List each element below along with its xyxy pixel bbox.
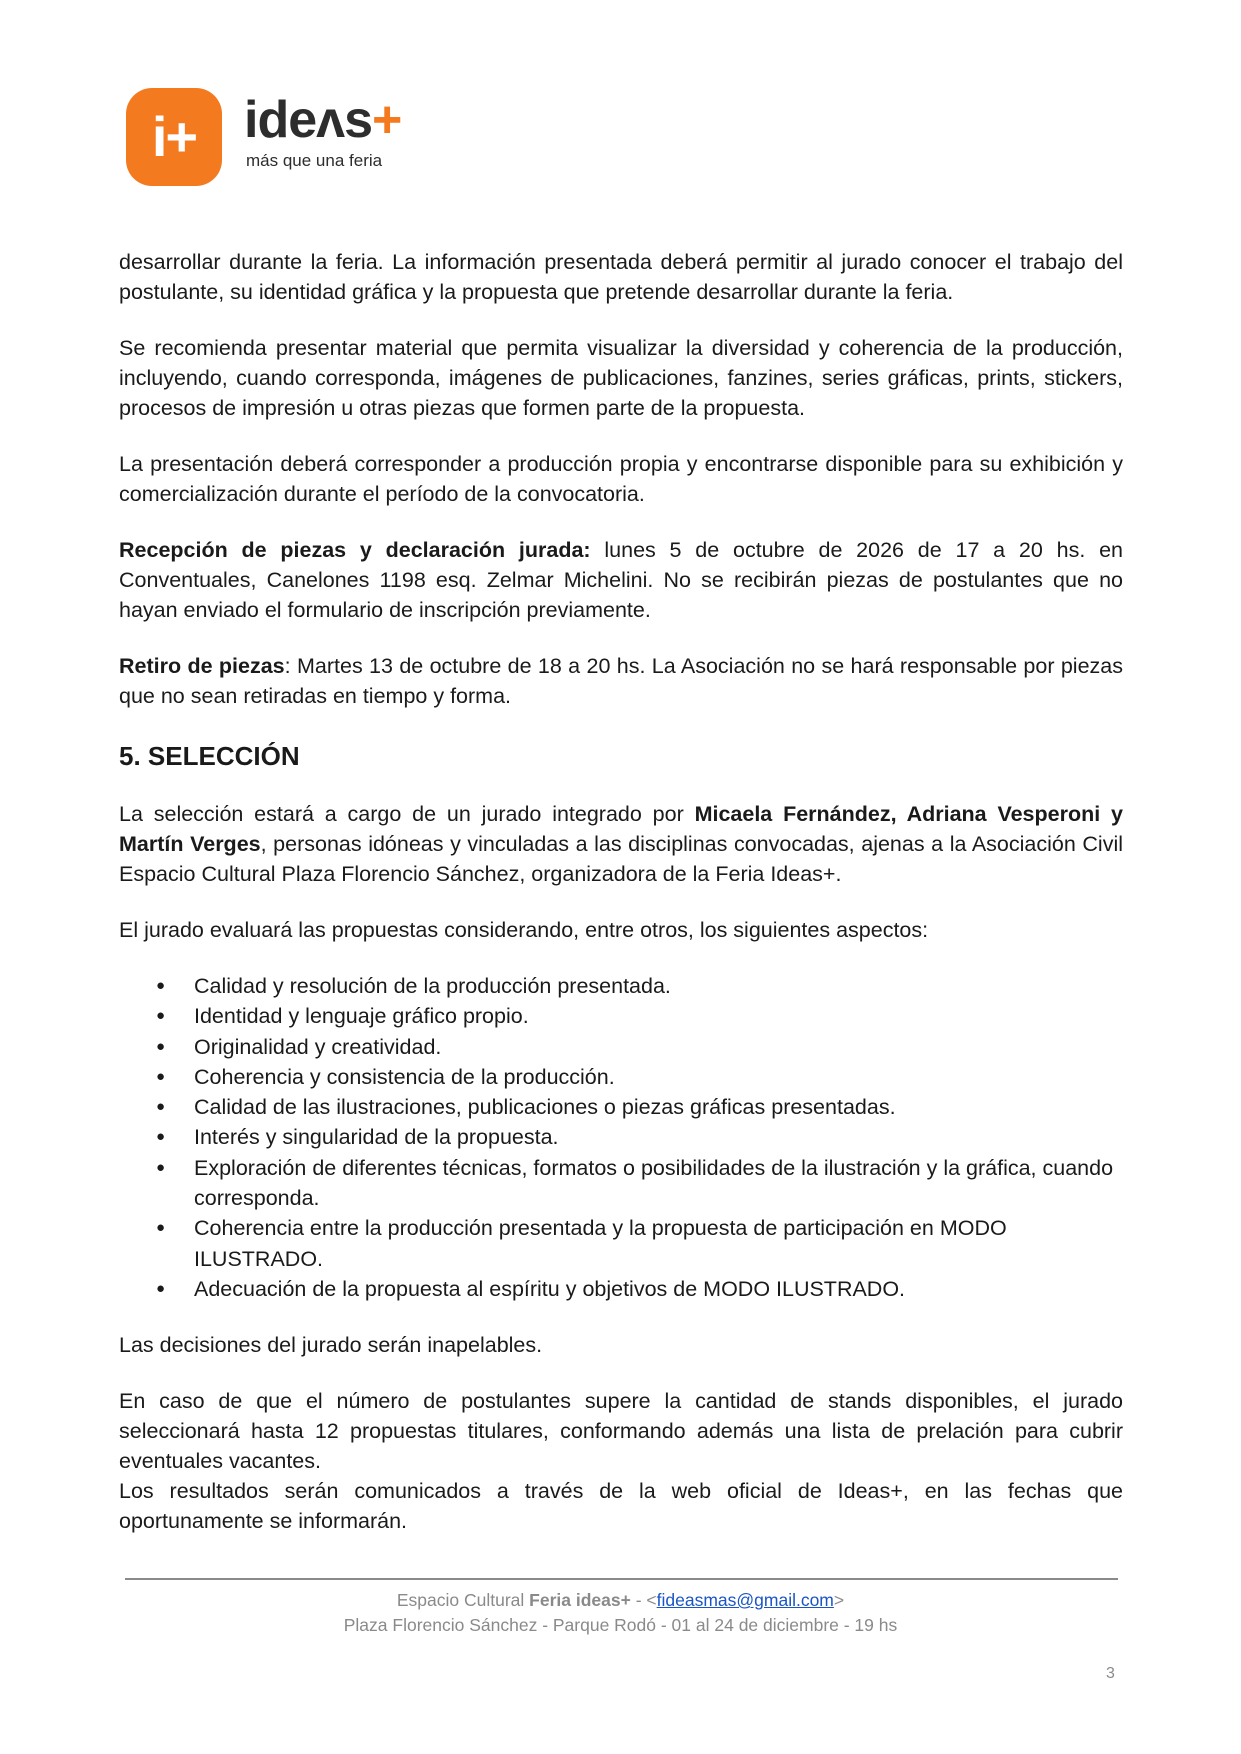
jury-intro-pre: La selección estará a cargo de un jurado integrado por [119, 802, 695, 826]
pickup-label: Retiro de piezas [119, 654, 285, 678]
paragraph-own-production: La presentación deberá corresponder a producción propia y encontrarse disponible para su exhibición y comercialización durante el período de la convocatoria. [119, 452, 1123, 506]
footer-separator: - < [630, 1590, 657, 1610]
paragraph-ranking: En caso de que el número de postulantes supere la cantidad de stands disponibles, el jurado seleccionará hasta 12 propuestas titulares, conformando además una lista de prelación para cubrir eventuales vacantes. [119, 1389, 1123, 1474]
reception-text: lunes 5 de octubre de 2026 de 17 a 20 hs. en Conventuales, Canelones 1198 esq. Zelmar Michelini. No se recibirán piezas de postulantes que no hayan enviado el formulario de inscripción previamente. [119, 538, 1123, 622]
logo-word-s: s [344, 91, 372, 149]
list-item: ● Coherencia y consistencia de la producción. [194, 1062, 1123, 1092]
ideas-plus-logo [126, 88, 446, 188]
jury-names: Micaela Fernández, Adriana Vesperoni y Martín Verges [119, 802, 1123, 856]
paragraph-jury [119, 799, 1123, 889]
footer-divider [125, 1578, 1118, 1580]
footer-line-2: Plaza Florencio Sánchez - Parque Rodó - 01 al 24 de diciembre - 19 hs [343, 1615, 898, 1635]
paragraph-decisions: Las decisiones del jurado serán inapelables. [119, 1333, 543, 1358]
logo-word-main: ide [244, 91, 317, 149]
list-item: ● Coherencia entre la producción presentada y la propuesta de participación en MODO ILUSTRADO. [194, 1213, 1123, 1274]
document-body [119, 247, 1123, 1562]
paragraph-criteria-intro: El jurado evaluará las propuestas considerando, entre otros, los siguientes aspectos: [119, 918, 929, 942]
logo-badge-text: i+ [151, 105, 197, 168]
section-heading: 5. SELECCIÓN [119, 741, 300, 771]
list-item: ● Originalidad y creatividad. [194, 1032, 1123, 1062]
paragraph-material-recommendation: Se recomienda presentar material que permita visualizar la diversidad y coherencia de la producción, incluyendo, cuando corresponda, imágenes de publicaciones, fanzines, series gráficas, prints, stickers, procesos de impresión u otras piezas que formen parte de la propuesta. [119, 336, 1123, 420]
pickup-text: : Martes 13 de octubre de 18 a 20 hs. La Asociación no se hará responsable por piezas que no sean retiradas en tiempo y forma. [119, 654, 1123, 708]
paragraph-pickup [119, 651, 1123, 711]
footer-email-link[interactable]: fideasmas@gmail.com [656, 1590, 834, 1610]
reception-label: Recepción de piezas y declaración jurada: [119, 538, 591, 562]
footer-org-text: Espacio Cultural [396, 1590, 530, 1610]
paragraph-reception [119, 535, 1123, 625]
list-item: ● Exploración de diferentes técnicas, formatos o posibilidades de la ilustración y la gráfica, cuando corresponda. [194, 1153, 1123, 1214]
list-item: ● Adecuación de la propuesta al espíritu y objetivos de MODO ILUSTRADO. [194, 1274, 1123, 1304]
list-item: ● Identidad y lenguaje gráfico propio. [194, 1001, 1123, 1031]
logo-word-hat: ʌ [316, 91, 345, 149]
list-item: ● Calidad y resolución de la producción presentada. [194, 971, 1123, 1001]
list-item: ● Interés y singularidad de la propuesta. [194, 1122, 1123, 1152]
logo-wordmark [244, 90, 401, 150]
page-footer [0, 1588, 1241, 1638]
paragraph-results: Los resultados serán comunicados a través de la web oficial de Ideas+, en las fechas que oportunamente se informarán. [119, 1479, 1123, 1534]
jury-intro-post: , personas idóneas y vinculadas a las disciplinas convocadas, ajenas a la Asociación Civil Espacio Cultural Plaza Florencio Sánchez, organizadora de la Feria Ideas+. [119, 832, 1123, 886]
footer-bracket: > [833, 1590, 845, 1610]
criteria-list [119, 971, 1123, 1304]
logo-word-plus: + [371, 91, 402, 149]
footer-fair-name: Feria ideas+ [529, 1590, 631, 1610]
page-number: 3 [1106, 1665, 1115, 1682]
footer-line-1 [0, 1588, 1241, 1613]
paragraph-presentation-info: desarrollar durante la feria. La información presentada deberá permitir al jurado conocer el trabajo del postulante, su identidad gráfica y la propuesta que pretende desarrollar durante la feria. [119, 250, 1123, 304]
list-item: ● Calidad de las ilustraciones, publicaciones o piezas gráficas presentadas. [194, 1092, 1123, 1122]
logo-tagline: más que una feria [246, 151, 383, 170]
